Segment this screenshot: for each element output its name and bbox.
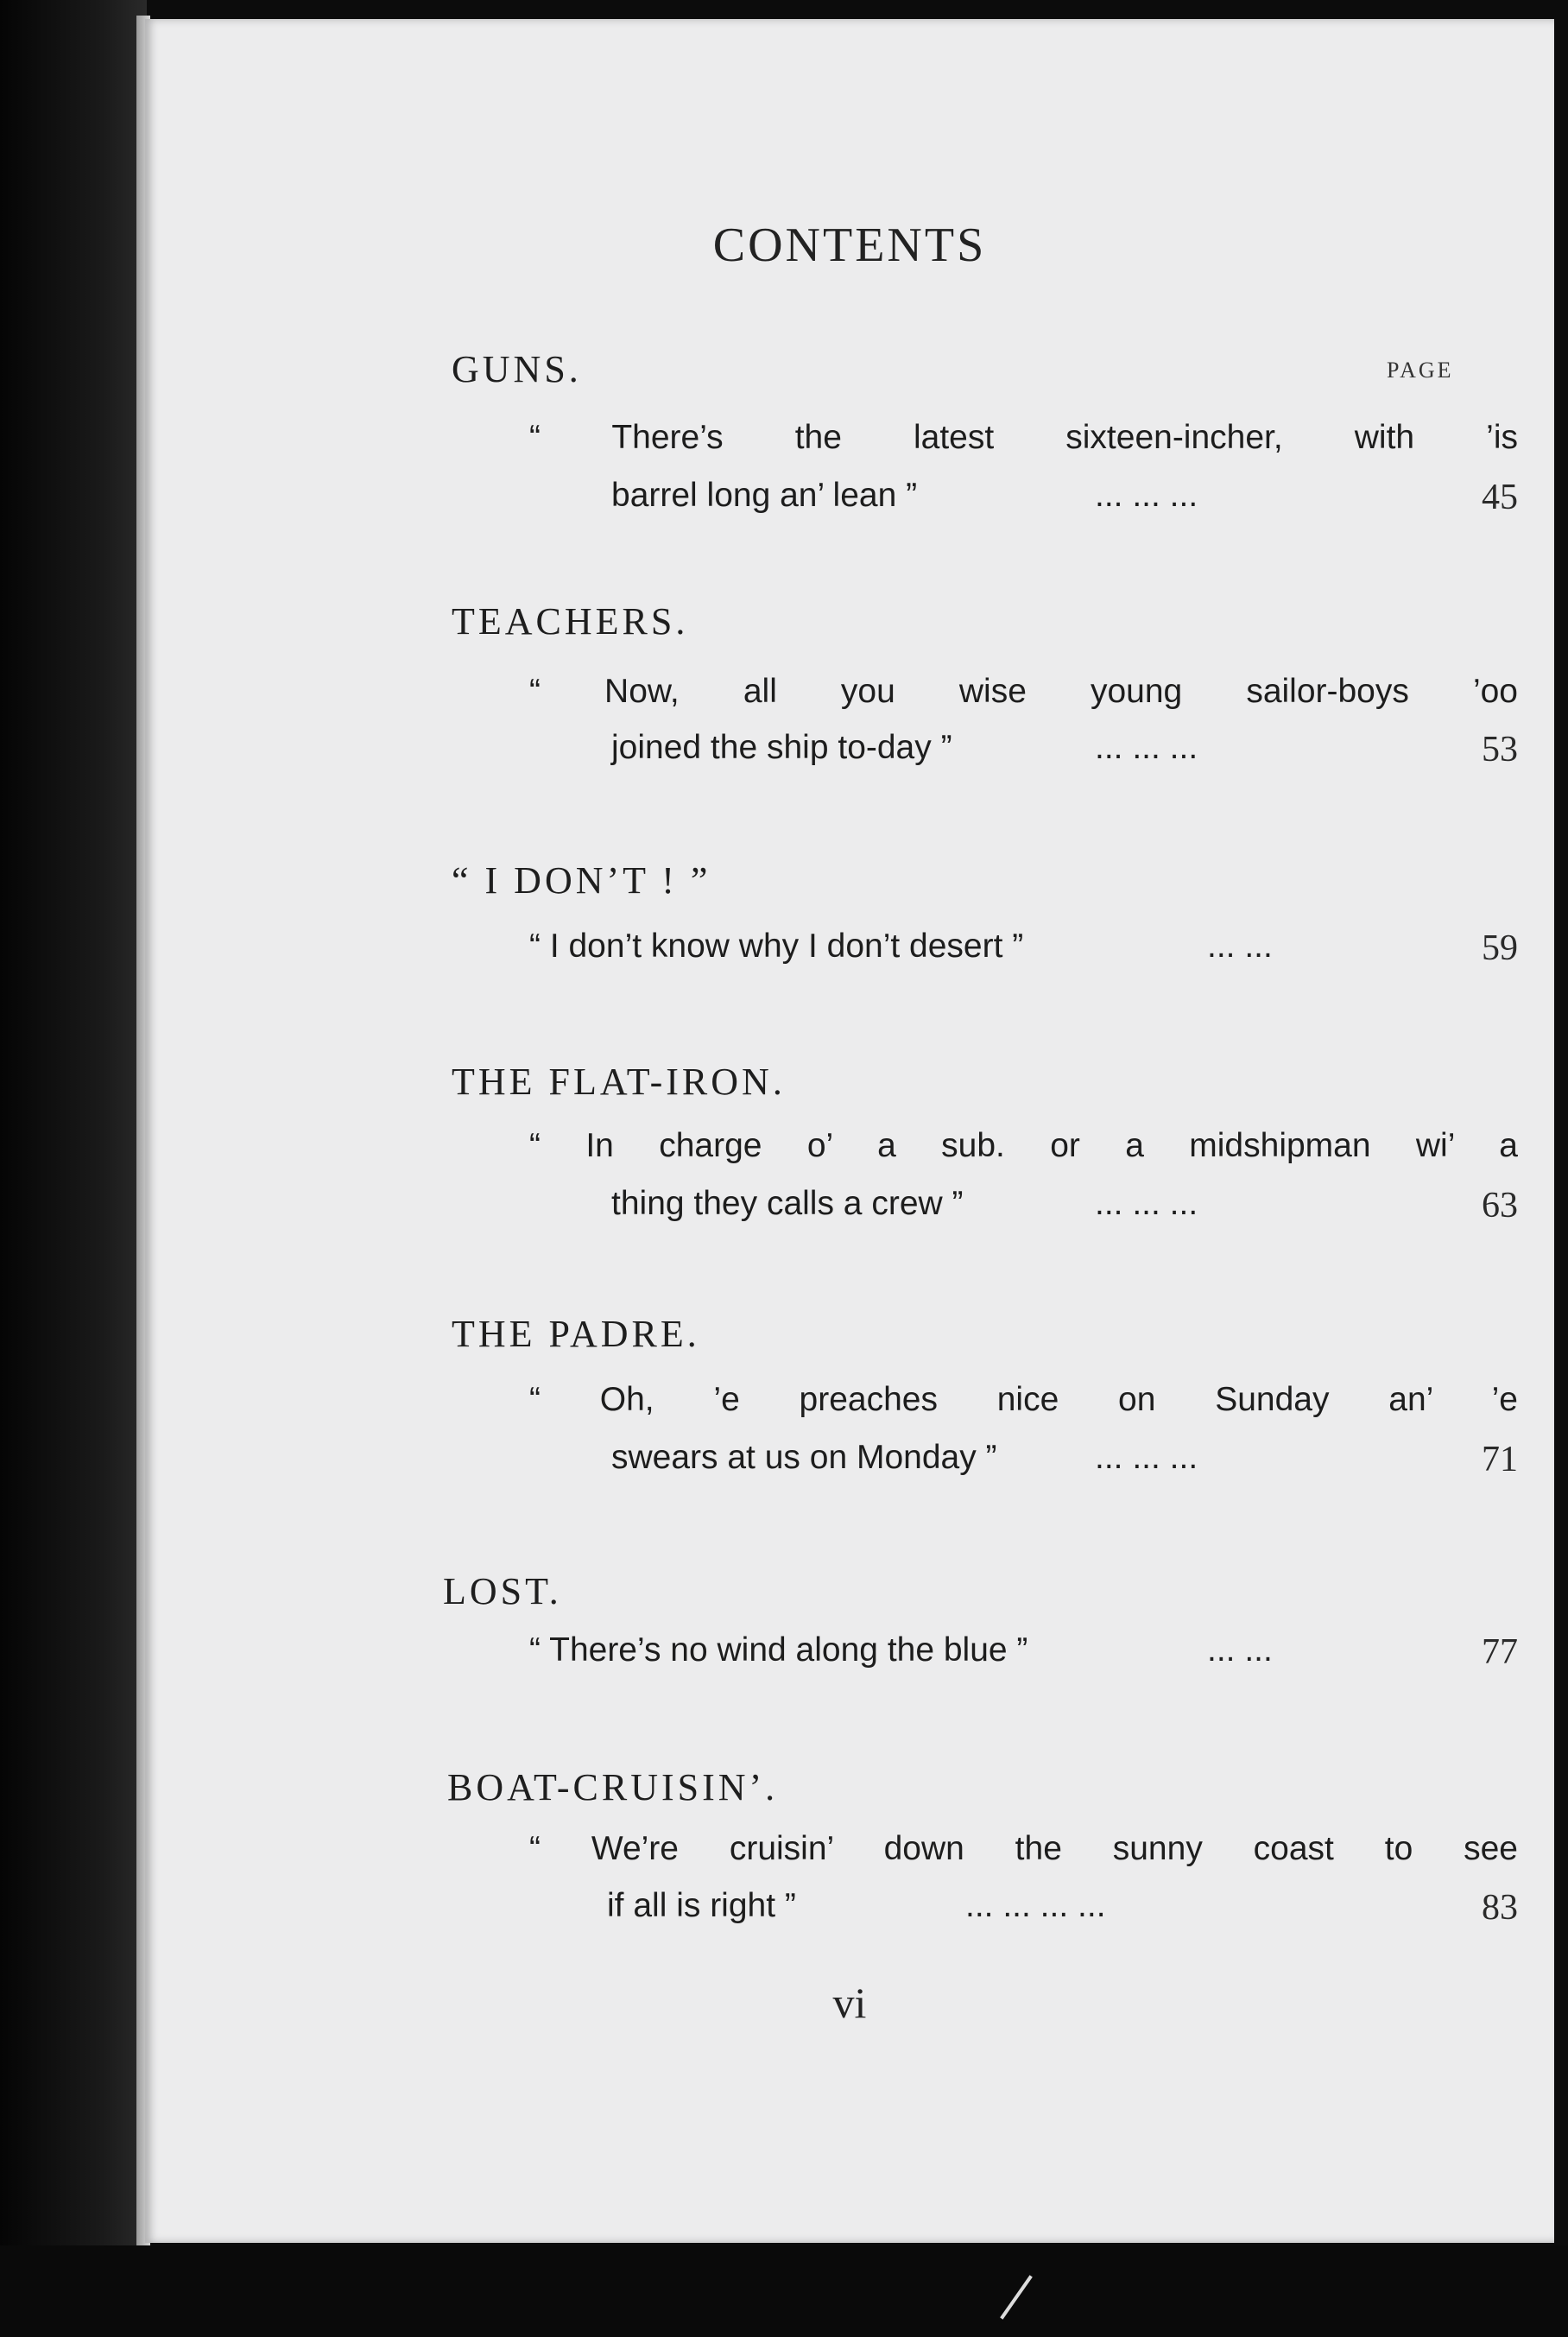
entry-heading: LOST. <box>443 1570 562 1612</box>
page-number: 77 <box>1482 1632 1518 1672</box>
entry-heading: GUNS. <box>452 348 582 390</box>
entry-first-line: “ There’s no wind along the blue ” <box>529 1631 1028 1669</box>
page-number: 45 <box>1482 478 1518 517</box>
entry-heading: THE PADRE. <box>452 1313 700 1355</box>
entry-first-line: “ There’s the latest sixteen-incher, with ’is <box>529 419 1518 456</box>
page-number: 53 <box>1482 730 1518 770</box>
page-number: 71 <box>1482 1440 1518 1479</box>
entry-first-line: “ Oh, ’e preaches nice on Sunday an’ ’e <box>529 1381 1518 1418</box>
entry-first-line: “ We’re cruisin’ down the sunny coast to see <box>529 1830 1518 1867</box>
page-title: CONTENTS <box>712 218 987 272</box>
page-number: 83 <box>1482 1888 1518 1928</box>
dot-leaders: ... ... ... ... <box>965 1887 1106 1924</box>
entry-heading: TEACHERS. <box>452 600 689 643</box>
scan-bottom-margin <box>0 2245 1568 2337</box>
page-number: 59 <box>1482 928 1518 968</box>
entry-heading: BOAT-CRUISIN’. <box>447 1766 779 1808</box>
page-column-label: PAGE <box>1387 358 1454 383</box>
entry-second-line: swears at us on Monday ” <box>611 1439 997 1476</box>
page-number: 63 <box>1482 1186 1518 1226</box>
dot-leaders: ... ... ... <box>1095 477 1198 514</box>
entry-second-line: thing they calls a crew ” <box>611 1185 964 1222</box>
entry-second-line: joined the ship to-day ” <box>611 729 952 766</box>
book-page <box>145 19 1554 2243</box>
entry-first-line: “ I don’t know why I don’t desert ” <box>529 928 1024 965</box>
entry-heading: “ I DON’T ! ” <box>452 859 711 902</box>
dot-leaders: ... ... ... <box>1095 1185 1198 1222</box>
entry-second-line: barrel long an’ lean ” <box>611 477 918 514</box>
page-folio: vi <box>832 1979 867 2027</box>
dot-leaders: ... ... <box>1207 928 1273 965</box>
dot-leaders: ... ... ... <box>1095 729 1198 766</box>
entry-heading: THE FLAT-IRON. <box>452 1061 786 1103</box>
entry-first-line: “ In charge o’ a sub. or a midshipman wi’ a <box>529 1127 1518 1164</box>
dot-leaders: ... ... ... <box>1095 1439 1198 1476</box>
entry-first-line: “ Now, all you wise young sailor-boys ’oo <box>529 673 1518 710</box>
scan-left-margin <box>0 0 147 2337</box>
dot-leaders: ... ... <box>1207 1631 1273 1669</box>
entry-second-line: if all is right ” <box>607 1887 796 1924</box>
